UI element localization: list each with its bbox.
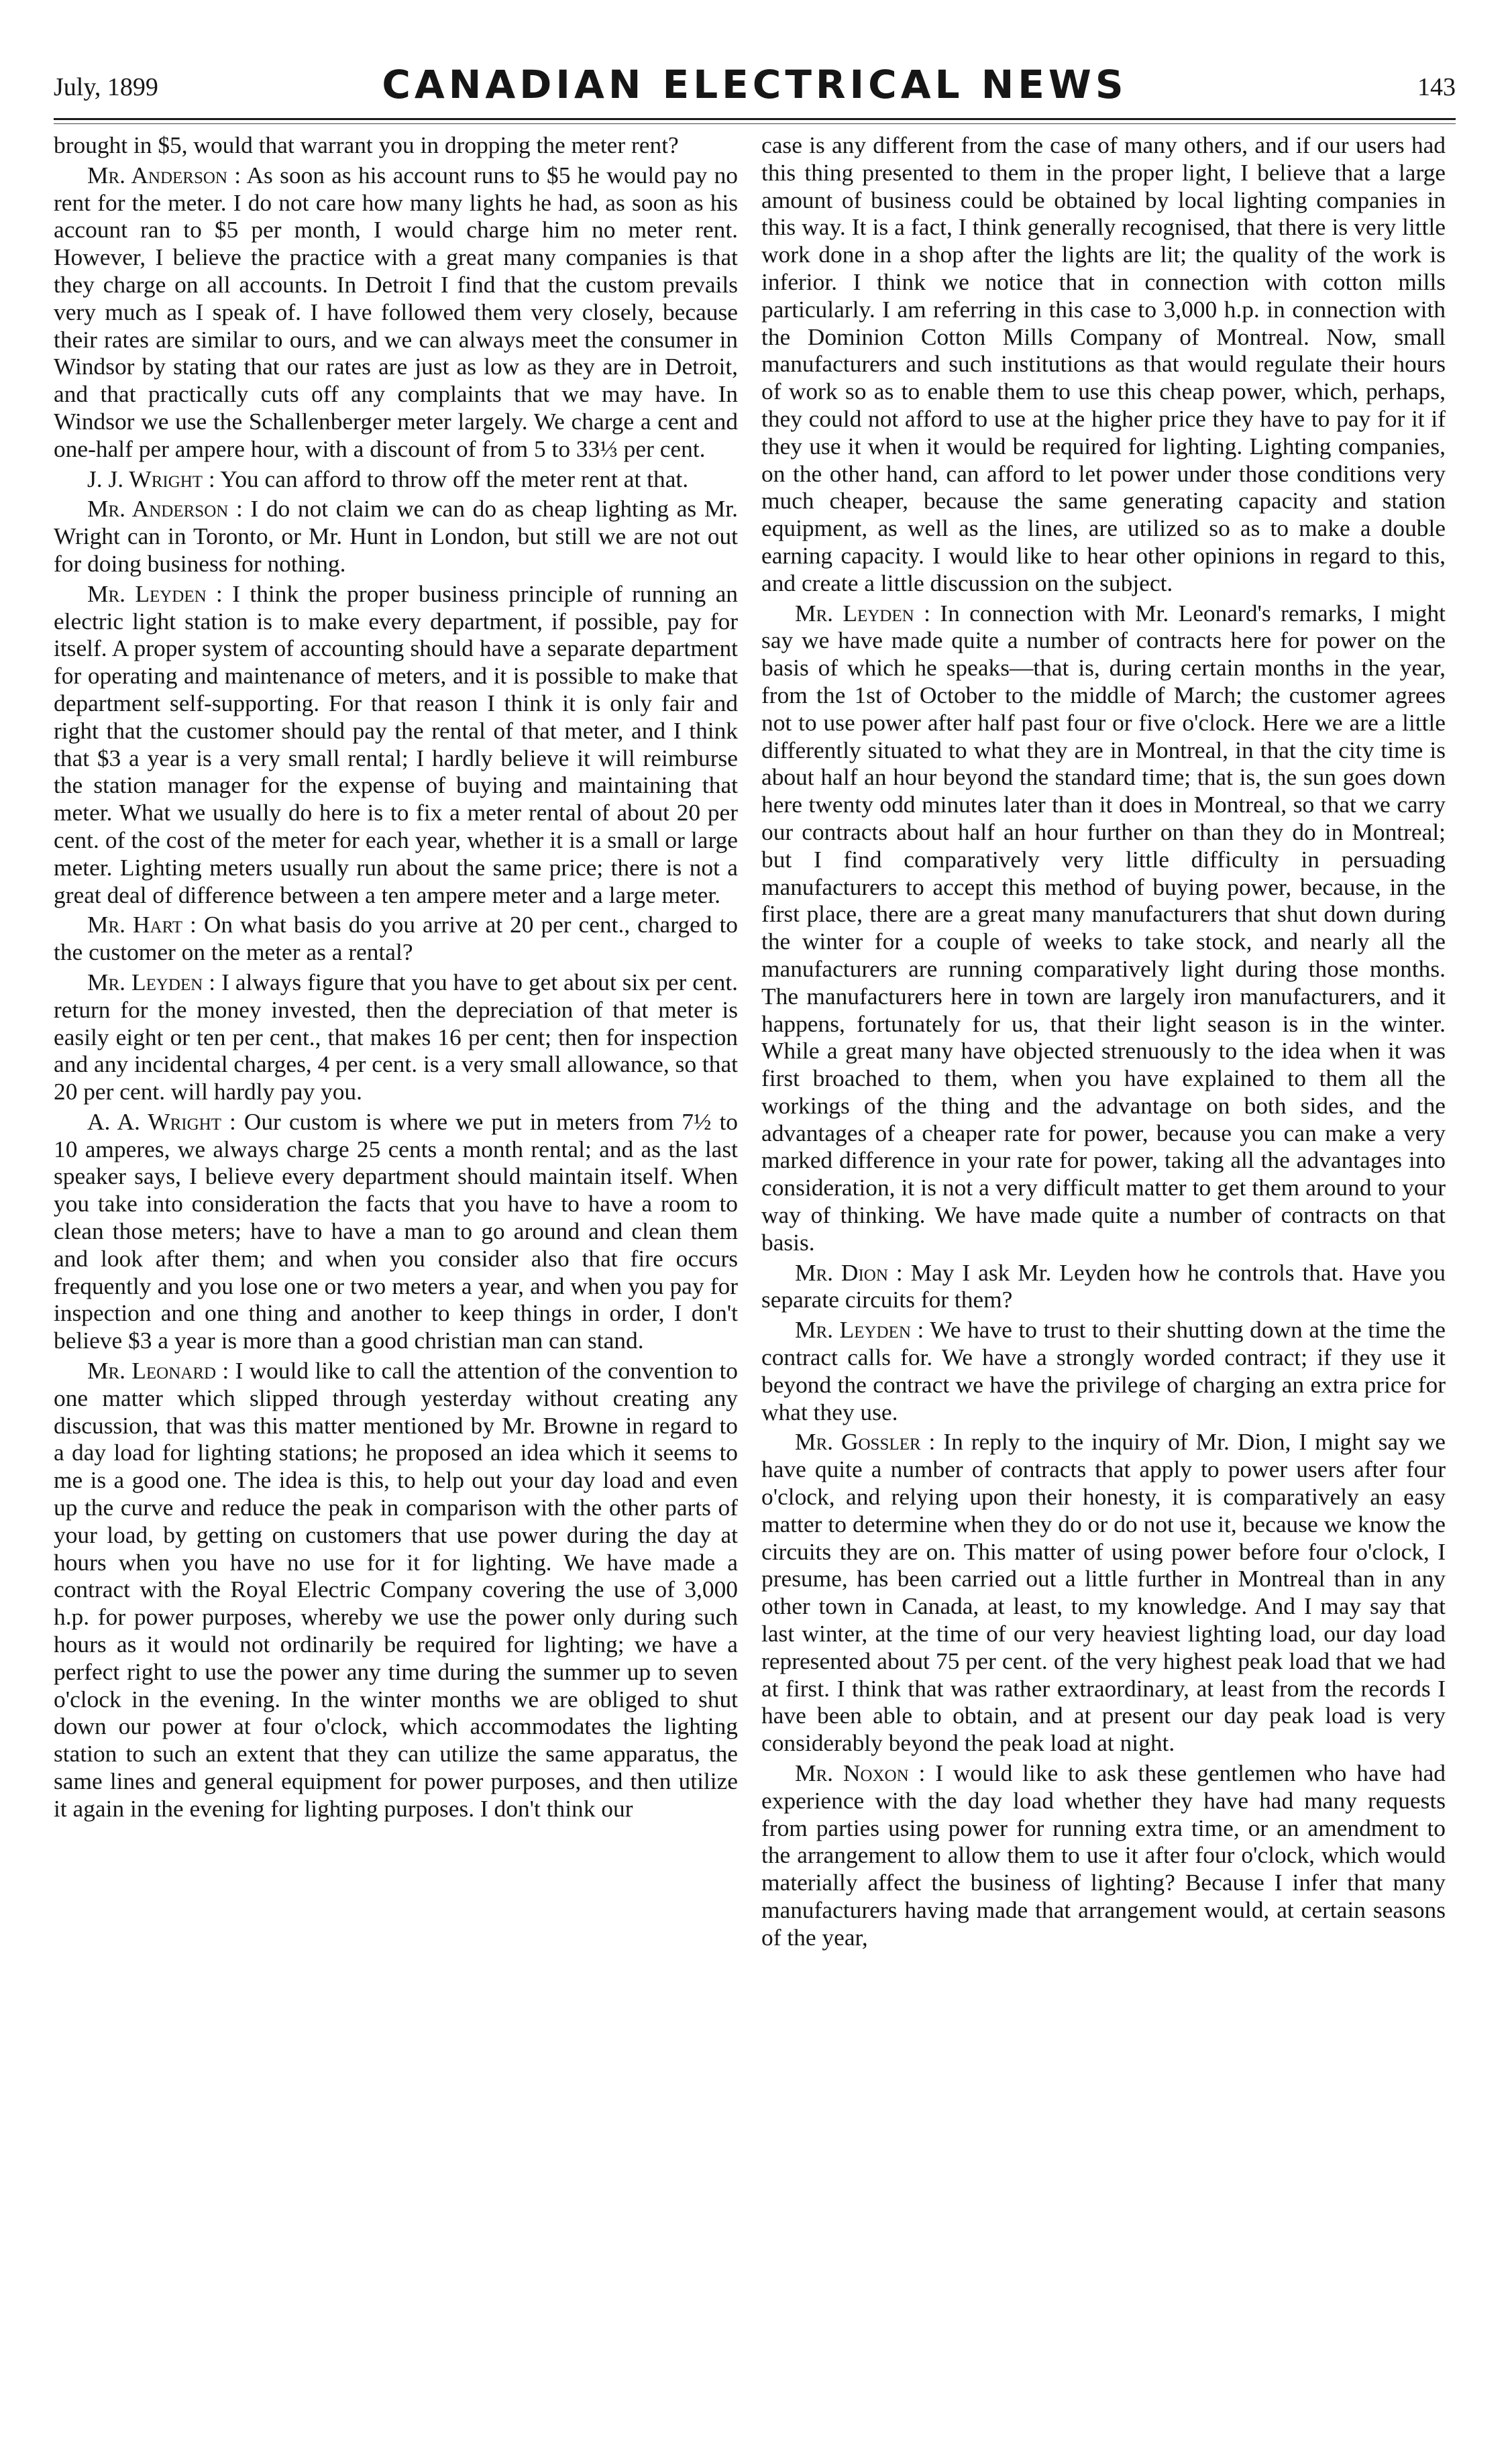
speaker-name: Mr. Leyden :	[795, 599, 930, 627]
paragraph	[54, 131, 738, 159]
paragraph-text: We have to trust to their shutting down at the time the contract calls for. We have a strongly worded contract; if they use it beyond the contract we have the privilege of charging an extra price for what they use.	[761, 1316, 1446, 1425]
paragraph	[761, 1759, 1446, 1951]
right-column	[761, 131, 1446, 2399]
paragraph	[761, 600, 1446, 1256]
paragraph-text: I always figure that you have to get about six per cent. return for the money invested, then the depreciation of that meter is easily eight or ten per cent., that makes 16 per cent; then for inspection and any incidental charges, 4 per cent. is a very small allowance, so that 20 per cent. will hardly pay you.	[54, 968, 738, 1105]
paragraph	[54, 969, 738, 1105]
paragraph	[761, 1428, 1446, 1757]
paragraph	[54, 495, 738, 577]
paragraph-text: I would like to call the attention of the convention to one matter which slipped through yesterday without creating any discussion, that was this matter mentioned by Mr. Browne in regard to a day load for lighting stations; he proposed an idea which it seems to me is a good one. The idea is this, to help out your day load and even up the curve and reduce the peak in comparison with the other parts of your load, by getting on customers that use power during the day at hours when you have no use for it for lighting. We have made a contract with the Royal Electric Company covering the use of 3,000 h.p. for power purposes, whereby we use the power only during such hours as it would not ordinarily be required for lighting; we have a perfect right to use the power any time during the summer up to seven o'clock in the evening. In the winter months we are obliged to shut down our power at four o'clock, which accommodates the lighting station to such an extent that they can utilize the same apparatus, the same lines and general equipment for power purposes, and then utilize it again in the evening for lighting purposes. I don't think our	[54, 1357, 738, 1822]
paragraph-text: case is any different from the case of many others, and if our users had this thing presented to them in the proper light, I believe that a large amount of business could be obtained by local lighting companies in this way. It is a fact, I think generally recognised, that there is very little work done in a shop after the lights are lit; the quality of the work is inferior. I think we notice that in connection with cotton mills particularly. I am referring in this case to 3,000 h.p. in connection with the Dominion Cotton Mills Company of Montreal. Now, small manufacturers and such institutions as that would regulate their hours of work so as to enable them to use this cheap power, which, perhaps, they could not afford to use at the higher price they have to pay for it if they use it when it would be required for lighting. Lighting companies, on the other hand, can afford to let power under those conditions very much cheaper, because the same generating capacity and station equipment, as well as the lines, are utilized so as to make a double earning capacity. I would like to hear other opinions in regard to this, and create a little discussion on the subject.	[761, 131, 1446, 596]
header-rule-thin	[54, 123, 1456, 124]
speaker-name: A. A. Wright :	[87, 1107, 236, 1135]
speaker-name: Mr. Gossler :	[795, 1428, 936, 1456]
paragraph	[54, 911, 738, 966]
paragraph-text: May I ask Mr. Leyden how he controls that. Have you separate circuits for them?	[761, 1258, 1446, 1313]
paragraph-text: You can afford to throw off the meter rent at that.	[215, 465, 689, 492]
paragraph-text: I do not claim we can do as cheap lighting as Mr. Wright can in Toronto, or Mr. Hunt in London, but still we are not out for doing business for nothing.	[54, 495, 738, 577]
paragraph-text: As soon as his account runs to $5 he would pay no rent for the meter. I do not care how many lights he had, as soon as his account ran to $5 per month, I would charge him no meter rent. However, I believe the practice with a great many companies is that they charge on all accounts. In Detroit I find that the custom prevails very much as I speak of. I have followed them very closely, because their rates are similar to ours, and we can always meet the consumer in Windsor by stating that our rates are just as low as they are in Detroit, and that practically cuts off any complaints that we may have. In Windsor we use the Schallenberger meter largely. We charge a cent and one-half per ampere hour, with a discount of from 5 to 33⅓ per cent.	[54, 161, 738, 462]
paragraph	[54, 466, 738, 493]
paragraph	[54, 580, 738, 909]
paragraph-text: I think the proper business principle of running an electric light station is to make every department, if possible, pay for itself. A proper system of accounting should have a separate department for operating and maintenance of meters, and it is possible to make that department self-supporting. For that reason I think it is only fair and right that the customer should pay the rental of that meter, and I think that $3 a year is a very small rental; I hardly believe it will reimburse the station manager for the expense of buying and maintaining that meter. What we usually do here is to fix a meter rental of about 20 per cent. of the cost of the meter for each year, whether it is a small or large meter. Lighting meters usually run about the same price; there is not a great deal of difference between a ten ampere meter and a large meter.	[54, 580, 738, 908]
paragraph	[54, 162, 738, 463]
paragraph	[54, 1357, 738, 1823]
speaker-name: Mr. Noxon :	[795, 1759, 926, 1787]
paragraph	[761, 131, 1446, 597]
paragraph	[54, 1108, 738, 1354]
page-number: 143	[1417, 73, 1456, 101]
speaker-name: Mr. Leyden :	[87, 580, 223, 607]
paragraph-text: Our custom is where we put in meters from 7½ to 10 amperes, we always charge 25 cents a month rental; and as the last speaker says, I believe every department should maintain itself. When you take into consideration the facts that you have to have a room to clean those meters; have to have a man to go around and clean them and look after them; and when you consider also that fire occurs frequently and you lose one or two meters a year, and when you pay for inspection and one thing and another to keep things in order, I don't believe $3 a year is more than a good christian man can stand.	[54, 1107, 738, 1354]
speaker-name: Mr. Dion :	[795, 1258, 903, 1286]
speaker-name: Mr. Anderson :	[87, 495, 243, 523]
paragraph-text: brought in $5, would that warrant you in dropping the meter rent?	[54, 131, 679, 158]
speaker-name: Mr. Leonard :	[87, 1357, 229, 1385]
page-header	[54, 56, 1456, 117]
header-rule	[54, 118, 1456, 120]
paragraph-text: In reply to the inquiry of Mr. Dion, I might say we have quite a number of contracts that apply to power users after four o'clock, and relying upon their honesty, it is comparatively an easy matter to determine when they do or do not use it, because we know the circuits they are on. This matter of using power before four o'clock, I presume, has been carried out a little further in Montreal than in any other town in Canada, at least, to my knowledge. And I may say that last winter, at the time of our very heaviest lighting load, our day load represented about 75 per cent. of the very highest peak load that we had at first. I think that was rather extraordinary, at least from the records I have been able to obtain, and at present our day peak load is very considerably beyond the peak load at night.	[761, 1428, 1446, 1757]
publication-title: CANADIAN ELECTRICAL NEWS	[382, 62, 1128, 107]
paragraph-text: I would like to ask these gentlemen who have had experience with the day load whether they have had many requests from parties using power for running extra time, or an amendment to the arrangement to allow them to use it after four o'clock, which would materially affect the business of lighting? Because I infer that many manufacturers having made that arrangement would, at certain seasons of the year,	[761, 1759, 1446, 1951]
speaker-name: Mr. Leyden :	[87, 968, 216, 995]
paragraph	[761, 1316, 1446, 1425]
speaker-name: Mr. Leyden :	[795, 1316, 924, 1344]
speaker-name: Mr. Anderson :	[87, 161, 241, 188]
paragraph-text: In connection with Mr. Leonard's remarks, I might say we have made quite a number of contracts here for power on the basis of which he speaks—that is, during certain months in the year, from the 1st of October to the middle of March; the customer agrees not to use power after half past four or five o'clock. Here we are a little differently situated to what they are in Montreal, in that the city time is about half an hour beyond the standard time; that is, the sun goes down here twenty odd minutes later than it does in Montreal, so that we carry our contracts about half an hour further on than they do in Montreal; but I find comparatively very little difficulty in persuading manufacturers to accept this method of buying power, because, in the first place, there are a great many manufacturers that shut down during the winter for a couple of weeks to take stock, and nearly all the manufacturers are running comparatively light during those months. The manufacturers here in town are largely iron manufacturers, and it happens, fortunately for us, that their light season is in the winter. While a great many have objected strenuously to the idea when it was first broached to them, when you have explained to them all the workings of the thing and the advantage on both sides, and the advantages of a cheaper rate for power, because you can make a very marked difference in your rate for power, taking all the advantages into consideration, it is not a very difficult matter to get them around to your way of thinking. We have made quite a number of contracts on that basis.	[761, 599, 1446, 1256]
speaker-name: Mr. Hart :	[87, 911, 197, 938]
paragraph	[761, 1259, 1446, 1314]
paragraph-text: On what basis do you arrive at 20 per cent., charged to the customer on the meter as a rental?	[54, 911, 738, 966]
speaker-name: J. J. Wright :	[87, 465, 215, 492]
left-column	[54, 131, 738, 2399]
issue-date: July, 1899	[54, 73, 158, 101]
